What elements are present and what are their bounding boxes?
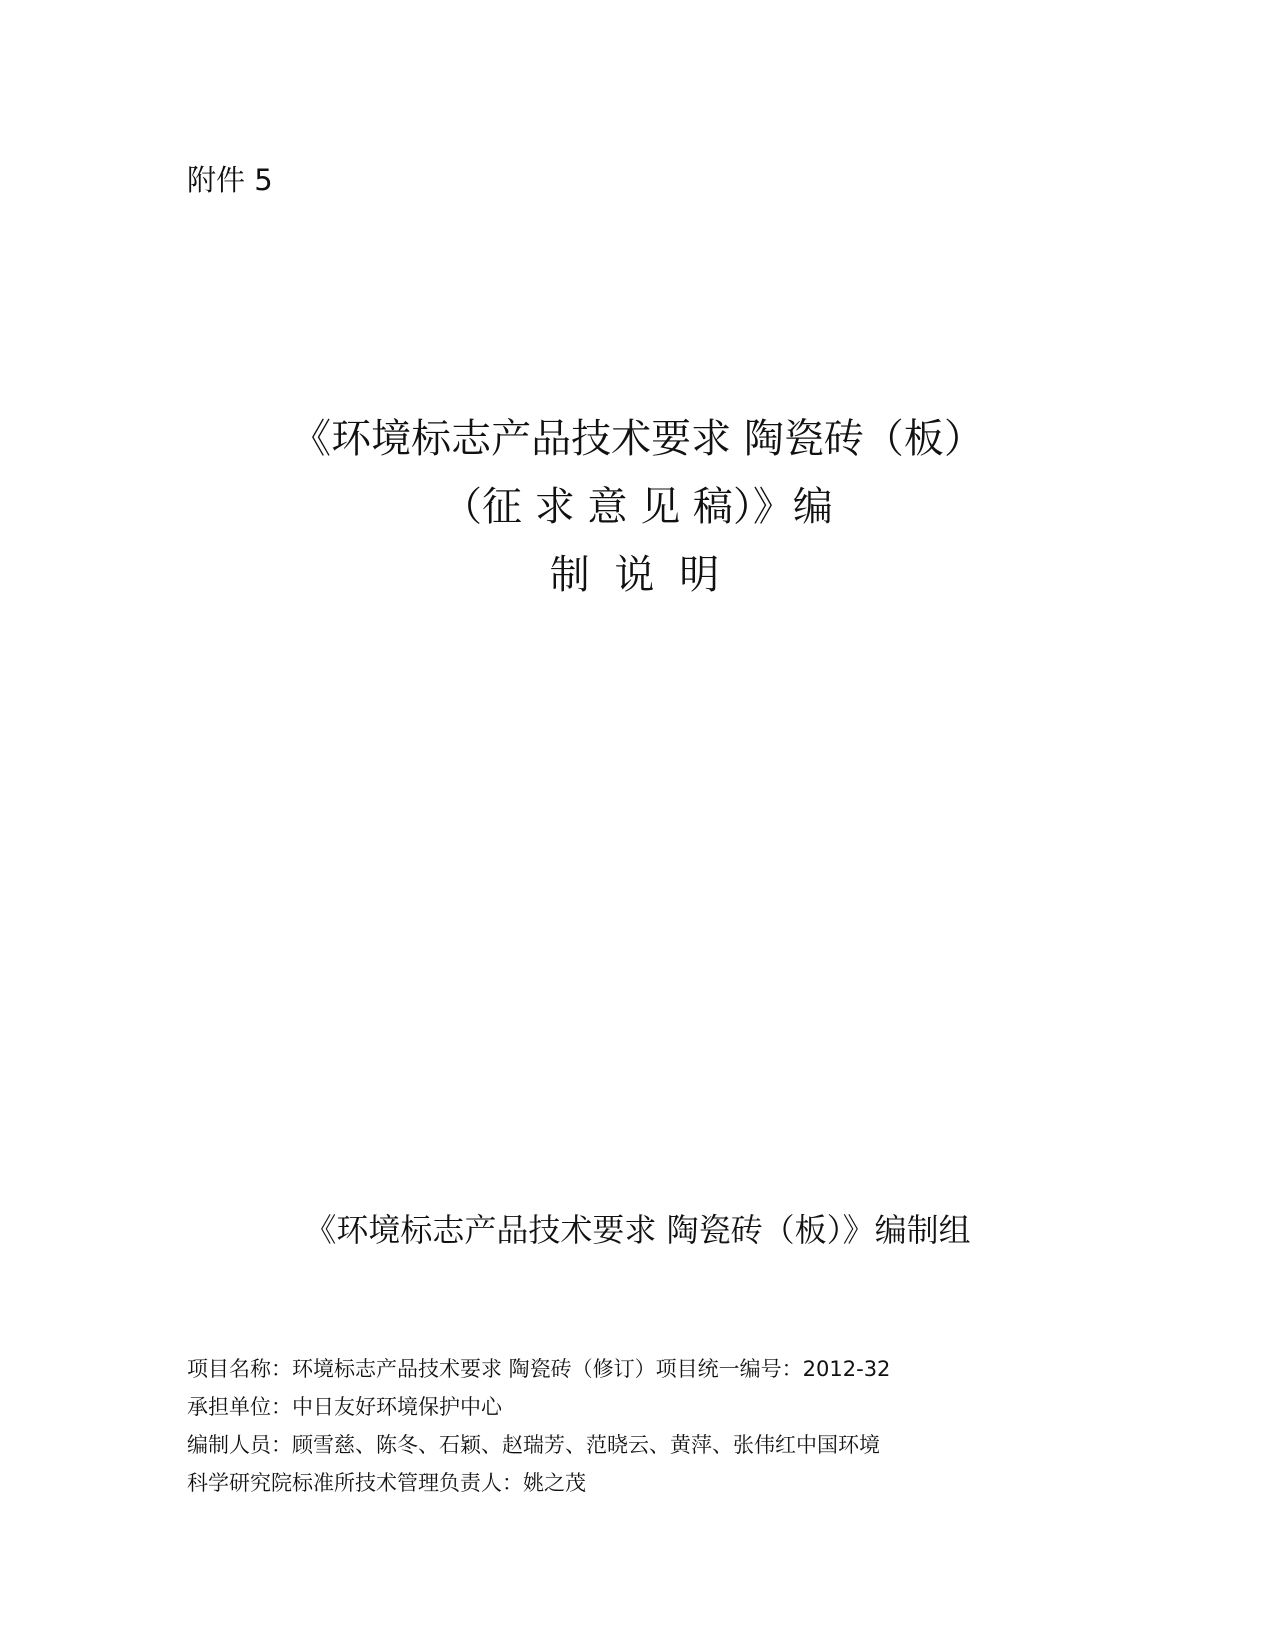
project-info <box>187 1350 1107 1502</box>
title-line-2: （征 求 意 见 稿）》编 <box>442 484 833 530</box>
compilation-group-title: 《环境标志产品技术要求 陶瓷砖（板）》编制组 <box>304 1211 971 1249</box>
project-name-line: 项目名称：环境标志产品技术要求 陶瓷砖（修订）项目统一编号：2012-32 <box>187 1357 891 1381</box>
attachment-label: 附件 5 <box>187 163 273 197</box>
title-line-3: 制 说 明 <box>549 552 726 598</box>
title-line-1: 《环境标志产品技术要求 陶瓷砖（板） <box>291 416 984 462</box>
document-title <box>0 405 1275 609</box>
manager-line: 科学研究院标准所技术管理负责人：姚之茂 <box>187 1471 586 1495</box>
undertaking-unit-line: 承担单位：中日友好环境保护中心 <box>187 1395 502 1419</box>
compilers-line: 编制人员：顾雪慈、陈冬、石颖、赵瑞芳、范晓云、黄萍、张伟红中国环境 <box>187 1433 880 1457</box>
